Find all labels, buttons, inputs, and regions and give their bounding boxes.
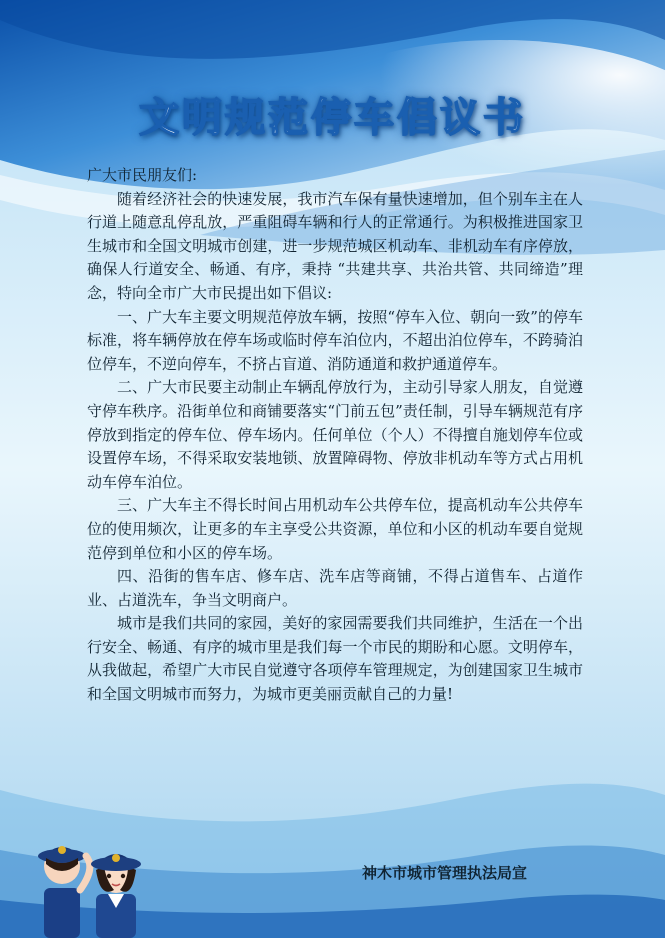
salutation: 广大市民朋友们: [87,166,198,184]
paragraph-point-2: 二、广大市民要主动制止车辆乱停放行为，主动引导家人朋友，自觉遵守停车秩序。沿街单位和商铺要落实“门前五包”责任制，引导车辆规范有序停放到指定的停车位、停车场内。任何单位（个人）不得擅自施划停车位或设置停车场，不得采取安装地锁、放置障碍物、停放非机动车等方式占用机动车停车泊位。 [87,378,583,491]
paragraph-point-4: 四、沿街的售车店、修车店、洗车店等商铺，不得占道售车、占道作业、占道洗车，争当文明商户。 [87,567,583,609]
signature: 神木市城市管理执法局宣 [362,864,528,882]
paragraph-closing: 城市是我们共同的家园，美好的家园需要我们共同维护，生活在一个出行安全、畅通、有序的城市里是我们每一个市民的期盼和心愿。文明停车，从我做起，希望广大市民自觉遵守各项停车管理规定，为创建国家卫生城市和全国文明城市而努力，为城市更美丽贡献自己的力量! [87,614,583,704]
paragraph-point-1: 一、广大车主要文明规范停放车辆，按照“停车入位、朝向一致”的停车标准，将车辆停放在停车场或临时停车泊位内，不超出泊位停车，不跨骑泊位停车，不逆向停车，不挤占盲道、消防通道和救护通道停车。 [87,307,583,373]
paragraph-point-3: 三、广大车主不得长时间占用机动车公共停车位，提高机动车公共停车位的使用频次，让更多的车主享受公共资源，单位和小区的机动车要自觉规范停到单位和小区的停车场。 [87,496,583,562]
officer-mascot-illustration [30,808,160,938]
proposal-body [87,164,583,707]
page-title: 文明规范停车倡议书 [139,95,526,141]
paragraph-intro: 随着经济社会的快速发展，我市汽车保有量快速增加，但个别车主在人行道上随意乱停乱放，严重阻碍车辆和行人的正常通行。为积极推进国家卫生城市和全国文明城市创建，进一步规范城区机动车、非机动车有序停放，确保人行道安全、畅通、有序，秉持 “共建共享、共治共管、共同缔造”理念，特向全市广大市民提出如下倡议: [87,189,583,302]
